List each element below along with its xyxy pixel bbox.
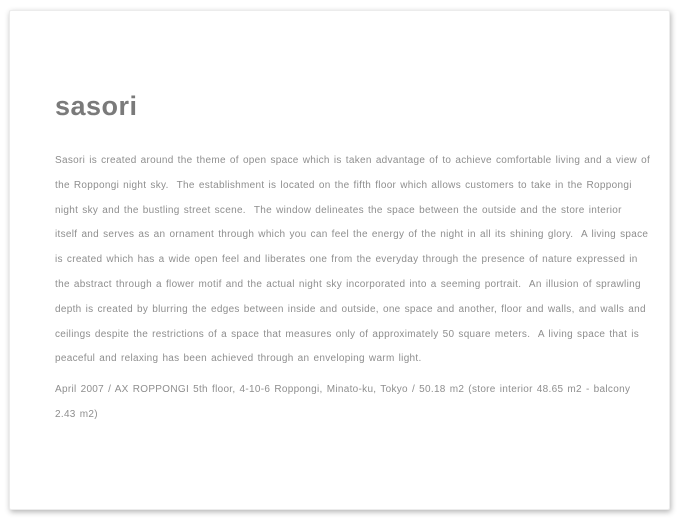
description-line: the Roppongi night sky. The establishment is located on the fifth floor which allows customers to take in the Roppongi: [55, 179, 632, 191]
project-details: [55, 378, 629, 428]
content-card: [9, 10, 670, 510]
description-line: depth is created by blurring the edges between inside and outside, one space and another, floor and walls, and walls and: [55, 303, 646, 315]
description-line: night sky and the bustling street scene. The window delineates the space between the outside and the store interior: [55, 204, 622, 216]
description-line: itself and serves as an ornament through which you can feel the energy of the night in all its shining glory. A living space: [55, 229, 649, 241]
description-line: Sasori is created around the theme of open space which is taken advantage of to achieve comfortable living and a view of: [55, 155, 651, 166]
description-line: ceilings despite the restrictions of a space that measures only of approximately 50 square meters. A living space that is: [55, 328, 640, 340]
page-title: sasori: [55, 91, 138, 121]
description-line: peaceful and relaxing has been achieved through an enveloping warm light.: [55, 353, 422, 365]
project-details-line: 2.43 m2): [55, 408, 98, 420]
description-line: the abstract through a flower motif and the actual night sky incorporated into a seeming portrait. An illusion of sprawling: [55, 278, 641, 290]
description-paragraph: [55, 149, 651, 372]
project-details-line: April 2007 / AX ROPPONGI 5th floor, 4-10-6 Roppongi, Minato-ku, Tokyo / 50.18 m2 (store interior 48.65 m2 - balcony: [55, 384, 631, 396]
description-line: is created which has a wide open feel and liberates one from the everyday through the presence of nature expressed in: [55, 254, 638, 266]
